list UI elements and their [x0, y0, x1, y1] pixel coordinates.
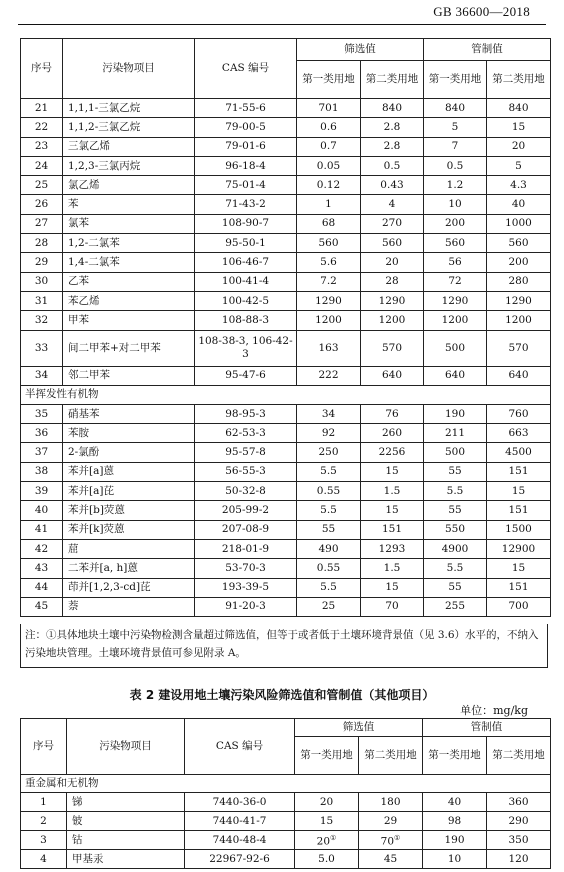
- table-cell: 62-53-3: [195, 424, 297, 443]
- table-cell: 25: [297, 597, 361, 616]
- table-cell: 32: [21, 311, 63, 330]
- table-cell: 1293: [361, 539, 424, 558]
- table-cell: 苯: [63, 195, 195, 214]
- table-cell: 500: [424, 443, 487, 462]
- t2-col-header-screening: 筛选值: [295, 719, 423, 737]
- table-cell: 39: [21, 482, 63, 501]
- table-cell: 1.2: [424, 176, 487, 195]
- table-cell: 108-90-7: [195, 214, 297, 233]
- table-cell: 151: [361, 520, 424, 539]
- t2-col-header-control-class2: 第二类用地: [487, 737, 551, 775]
- table-cell: 4500: [487, 443, 551, 462]
- table-cell: 邻二甲苯: [63, 366, 195, 385]
- table-cell: 22967-92-6: [185, 850, 295, 869]
- table-cell: 1500: [487, 520, 551, 539]
- table-cell: 29: [21, 253, 63, 272]
- table-cell: 15: [361, 578, 424, 597]
- table-cell: 15: [487, 482, 551, 501]
- table-cell: 33: [21, 330, 63, 366]
- table-cell: 56-55-3: [195, 462, 297, 481]
- table-cell: 151: [487, 501, 551, 520]
- table-cell: 35: [21, 404, 63, 423]
- table-cell: 55: [424, 578, 487, 597]
- table-cell: 40: [423, 793, 487, 812]
- t2-col-header-cas: CAS 编号: [185, 719, 295, 775]
- table-row: [21, 156, 551, 175]
- table-cell: 91-20-3: [195, 597, 297, 616]
- section-row: [21, 775, 551, 793]
- table-cell: 5.5: [297, 501, 361, 520]
- table-cell: 45: [21, 597, 63, 616]
- cell-value: 70: [380, 835, 395, 848]
- table-cell: 290: [487, 812, 551, 831]
- table-row: [21, 366, 551, 385]
- table-cell: 260: [361, 424, 424, 443]
- table-cell: 0.12: [297, 176, 361, 195]
- table-cell: 701: [297, 99, 361, 118]
- table-cell: 190: [423, 831, 487, 850]
- table-cell: 550: [424, 520, 487, 539]
- table-cell: 1,4-二氯苯: [63, 253, 195, 272]
- table-cell: 1,1,1-三氯乙烷: [63, 99, 195, 118]
- table-cell: 4: [21, 850, 67, 869]
- table-cell: 120: [487, 850, 551, 869]
- table-row: [21, 443, 551, 462]
- table-cell: 190: [424, 404, 487, 423]
- cell-value: 20: [316, 835, 331, 848]
- table-cell: 10: [423, 850, 487, 869]
- col-header-no: 序号: [21, 39, 63, 99]
- table-row: [21, 559, 551, 578]
- table-cell: 锑: [67, 793, 185, 812]
- table-cell: 三氯乙烯: [63, 137, 195, 156]
- table-cell: 甲苯: [63, 311, 195, 330]
- table-cell: 0.5: [361, 156, 424, 175]
- table-cell: 560: [487, 234, 551, 253]
- table-cell: 250: [297, 443, 361, 462]
- table-cell: 205-99-2: [195, 501, 297, 520]
- table-row: [21, 520, 551, 539]
- table-cell: 1200: [487, 311, 551, 330]
- col-header-screening-class2: 第二类用地: [361, 61, 424, 99]
- table-cell: 氯苯: [63, 214, 195, 233]
- table-cell: 50-32-8: [195, 482, 297, 501]
- table-cell: 茚并[1,2,3-cd]芘: [63, 578, 195, 597]
- table-row: [21, 501, 551, 520]
- table-cell: 163: [297, 330, 361, 366]
- table-cell: 5.5: [297, 462, 361, 481]
- table-row: [21, 850, 551, 869]
- col-header-control: 管制值: [424, 39, 551, 61]
- table-cell: 1290: [361, 291, 424, 310]
- t2-col-header-control-class1: 第一类用地: [423, 737, 487, 775]
- table-cell: 71-43-2: [195, 195, 297, 214]
- table-cell: 1200: [424, 311, 487, 330]
- table-cell: 7: [424, 137, 487, 156]
- table-cell: 1,2,3-三氯丙烷: [63, 156, 195, 175]
- table-cell: 44: [21, 578, 63, 597]
- table-cell: 1.5: [361, 559, 424, 578]
- table-row: [21, 330, 551, 366]
- table-cell: 36: [21, 424, 63, 443]
- table-row: [21, 291, 551, 310]
- table-row: [21, 597, 551, 616]
- table-cell: 4900: [424, 539, 487, 558]
- table-cell: 207-08-9: [195, 520, 297, 539]
- table-row: [21, 118, 551, 137]
- table-cell: 30: [21, 272, 63, 291]
- table-row: [21, 253, 551, 272]
- table-cell: 5.5: [424, 559, 487, 578]
- table-cell: 255: [424, 597, 487, 616]
- table-cell: 15: [295, 812, 359, 831]
- table-cell: 5: [424, 118, 487, 137]
- table-cell: 1290: [487, 291, 551, 310]
- table-cell: 151: [487, 578, 551, 597]
- table-cell: [359, 831, 423, 850]
- table-cell: 56: [424, 253, 487, 272]
- table-row: [21, 831, 551, 850]
- table-cell: 193-39-5: [195, 578, 297, 597]
- table-cell: 0.6: [297, 118, 361, 137]
- table-cell: 7440-36-0: [185, 793, 295, 812]
- table-cell: 840: [424, 99, 487, 118]
- table-cell: 663: [487, 424, 551, 443]
- table-cell: 3: [21, 831, 67, 850]
- table-cell: 1200: [361, 311, 424, 330]
- table-cell: 55: [297, 520, 361, 539]
- table-note: 注：①具体地块土壤中污染物检测含量超过筛选值，但等于或者低于土壤环境背景值（见 3.6）水平的，不纳入污染地块管理。土壤环境背景值可参见附录 A。: [20, 624, 548, 668]
- footnote-mark: ①: [330, 833, 337, 842]
- table-cell: 560: [424, 234, 487, 253]
- table-cell: 41: [21, 520, 63, 539]
- table-cell: 96-18-4: [195, 156, 297, 175]
- table-cell: 71-55-6: [195, 99, 297, 118]
- table-cell: 硝基苯: [63, 404, 195, 423]
- table-row: [21, 424, 551, 443]
- table-cell: 䓛: [63, 539, 195, 558]
- col-header-control-class2: 第二类用地: [487, 61, 551, 99]
- table-cell: 12900: [487, 539, 551, 558]
- table-cell: 45: [359, 850, 423, 869]
- table-row: [21, 137, 551, 156]
- footnote-mark: ①: [394, 833, 401, 842]
- table-cell: 萘: [63, 597, 195, 616]
- table-cell: 15: [487, 559, 551, 578]
- table-cell: 222: [297, 366, 361, 385]
- table-cell: 108-38-3, 106-42-3: [195, 330, 297, 366]
- table-cell: 苯胺: [63, 424, 195, 443]
- table-cell: 15: [487, 118, 551, 137]
- table-cell: 1: [21, 793, 67, 812]
- table-row: [21, 482, 551, 501]
- table-row: [21, 404, 551, 423]
- table-cell: 95-47-6: [195, 366, 297, 385]
- table-row: [21, 462, 551, 481]
- table-cell: 360: [487, 793, 551, 812]
- col-header-control-class1: 第一类用地: [424, 61, 487, 99]
- table-cell: 72: [424, 272, 487, 291]
- t2-col-header-pollutant: 污染物项目: [67, 719, 185, 775]
- table-cell: 15: [361, 501, 424, 520]
- table-cell: 铍: [67, 812, 185, 831]
- table-cell: 甲基汞: [67, 850, 185, 869]
- table-cell: 55: [424, 501, 487, 520]
- t2-col-header-screening-class1: 第一类用地: [295, 737, 359, 775]
- table-cell: 53-70-3: [195, 559, 297, 578]
- table-cell: 0.7: [297, 137, 361, 156]
- section-label: 半挥发性有机物: [21, 385, 551, 404]
- table-cell: 95-50-1: [195, 234, 297, 253]
- table-1: [20, 38, 551, 617]
- table-cell: 40: [487, 195, 551, 214]
- table-cell: 43: [21, 559, 63, 578]
- table-cell: 500: [424, 330, 487, 366]
- table-cell: 42: [21, 539, 63, 558]
- table-cell: 5.6: [297, 253, 361, 272]
- table-cell: 7440-48-4: [185, 831, 295, 850]
- table-cell: 27: [21, 214, 63, 233]
- table-cell: 211: [424, 424, 487, 443]
- table-cell: 钴: [67, 831, 185, 850]
- table-cell: 40: [21, 501, 63, 520]
- table-cell: 200: [487, 253, 551, 272]
- t2-col-header-control: 管制值: [423, 719, 551, 737]
- table-cell: 2: [21, 812, 67, 831]
- table-cell: 55: [424, 462, 487, 481]
- table-cell: 640: [487, 366, 551, 385]
- table-row: [21, 812, 551, 831]
- table-cell: 苯并[b]荧蒽: [63, 501, 195, 520]
- table-cell: 苯并[a]蒽: [63, 462, 195, 481]
- table-cell: 100-41-4: [195, 272, 297, 291]
- table-cell: 38: [21, 462, 63, 481]
- table-cell: 106-46-7: [195, 253, 297, 272]
- table-cell: 218-01-9: [195, 539, 297, 558]
- table-cell: 乙苯: [63, 272, 195, 291]
- table-cell: 270: [361, 214, 424, 233]
- table-cell: 570: [361, 330, 424, 366]
- table-row: [21, 234, 551, 253]
- table-cell: 34: [21, 366, 63, 385]
- table-cell: 95-57-8: [195, 443, 297, 462]
- table-cell: 760: [487, 404, 551, 423]
- table-cell: 2.8: [361, 118, 424, 137]
- table-cell: 10: [424, 195, 487, 214]
- table-row: [21, 311, 551, 330]
- table-cell: 68: [297, 214, 361, 233]
- col-header-screening: 筛选值: [297, 39, 424, 61]
- table-cell: 98-95-3: [195, 404, 297, 423]
- section-label: 重金属和无机物: [21, 775, 551, 793]
- table-cell: 7440-41-7: [185, 812, 295, 831]
- table-cell: 7.2: [297, 272, 361, 291]
- table-cell: 苯并[k]荧蒽: [63, 520, 195, 539]
- table-cell: 31: [21, 291, 63, 310]
- unit-label: 单位：mg/kg: [460, 704, 528, 717]
- table-cell: 22: [21, 118, 63, 137]
- table-cell: 700: [487, 597, 551, 616]
- table-cell: 二苯并[a, h]蒽: [63, 559, 195, 578]
- table-cell: 4.3: [487, 176, 551, 195]
- table-cell: [295, 831, 359, 850]
- table-cell: 280: [487, 272, 551, 291]
- table-cell: 28: [361, 272, 424, 291]
- table-cell: 0.55: [297, 482, 361, 501]
- table-cell: 21: [21, 99, 63, 118]
- table-cell: 79-01-6: [195, 137, 297, 156]
- standard-id: GB 36600—2018: [433, 4, 530, 19]
- table-cell: 560: [361, 234, 424, 253]
- table-cell: 4: [361, 195, 424, 214]
- table-row: [21, 176, 551, 195]
- col-header-screening-class1: 第一类用地: [297, 61, 361, 99]
- table-cell: 2-氯酚: [63, 443, 195, 462]
- table-cell: 640: [424, 366, 487, 385]
- table-cell: 5.0: [295, 850, 359, 869]
- table-cell: 0.05: [297, 156, 361, 175]
- table-row: [21, 539, 551, 558]
- table-cell: 100-42-5: [195, 291, 297, 310]
- table-row: [21, 99, 551, 118]
- table-cell: 0.43: [361, 176, 424, 195]
- col-header-cas: CAS 编号: [195, 39, 297, 99]
- table-cell: 15: [361, 462, 424, 481]
- table-cell: 间二甲苯+对二甲苯: [63, 330, 195, 366]
- table-cell: 0.55: [297, 559, 361, 578]
- section-row: [21, 385, 551, 404]
- table-cell: 1,1,2-三氯乙烷: [63, 118, 195, 137]
- table-cell: 840: [361, 99, 424, 118]
- table-cell: 苯并[a]芘: [63, 482, 195, 501]
- table-cell: 70: [361, 597, 424, 616]
- table-cell: 200: [424, 214, 487, 233]
- table-cell: 640: [361, 366, 424, 385]
- table-cell: 5.5: [297, 578, 361, 597]
- table-cell: 350: [487, 831, 551, 850]
- table-cell: 24: [21, 156, 63, 175]
- col-header-pollutant: 污染物项目: [63, 39, 195, 99]
- table-cell: 490: [297, 539, 361, 558]
- table-cell: 180: [359, 793, 423, 812]
- table-cell: 1290: [424, 291, 487, 310]
- table-cell: 1: [297, 195, 361, 214]
- table-cell: 1000: [487, 214, 551, 233]
- table-cell: 20: [361, 253, 424, 272]
- table-cell: 79-00-5: [195, 118, 297, 137]
- table-cell: 108-88-3: [195, 311, 297, 330]
- table-cell: 75-01-4: [195, 176, 297, 195]
- table-row: [21, 214, 551, 233]
- t2-col-header-screening-class2: 第二类用地: [359, 737, 423, 775]
- t2-col-header-no: 序号: [21, 719, 67, 775]
- table-cell: 570: [487, 330, 551, 366]
- table-cell: 氯乙烯: [63, 176, 195, 195]
- header-rule: [18, 24, 546, 25]
- table-cell: 29: [359, 812, 423, 831]
- table-cell: 560: [297, 234, 361, 253]
- table-cell: 25: [21, 176, 63, 195]
- table-cell: 5.5: [424, 482, 487, 501]
- table-cell: 840: [487, 99, 551, 118]
- table-cell: 20: [295, 793, 359, 812]
- table-cell: 苯乙烯: [63, 291, 195, 310]
- table-cell: 0.5: [424, 156, 487, 175]
- table-cell: 37: [21, 443, 63, 462]
- table-cell: 1290: [297, 291, 361, 310]
- table-cell: 92: [297, 424, 361, 443]
- table-cell: 1200: [297, 311, 361, 330]
- table-cell: 76: [361, 404, 424, 423]
- table-cell: 1.5: [361, 482, 424, 501]
- table-cell: 5: [487, 156, 551, 175]
- table-cell: 2256: [361, 443, 424, 462]
- table-2-caption: 表 2 建设用地土壤污染风险筛选值和管制值（其他项目）: [129, 688, 435, 702]
- table-cell: 23: [21, 137, 63, 156]
- table-row: [21, 272, 551, 291]
- table-cell: 26: [21, 195, 63, 214]
- table-cell: 1,2-二氯苯: [63, 234, 195, 253]
- table-cell: 151: [487, 462, 551, 481]
- table-row: [21, 195, 551, 214]
- table-cell: 20: [487, 137, 551, 156]
- table-cell: 28: [21, 234, 63, 253]
- table-cell: 98: [423, 812, 487, 831]
- table-row: [21, 793, 551, 812]
- table-cell: 34: [297, 404, 361, 423]
- table-2: [20, 718, 551, 869]
- table-row: [21, 578, 551, 597]
- table-cell: 2.8: [361, 137, 424, 156]
